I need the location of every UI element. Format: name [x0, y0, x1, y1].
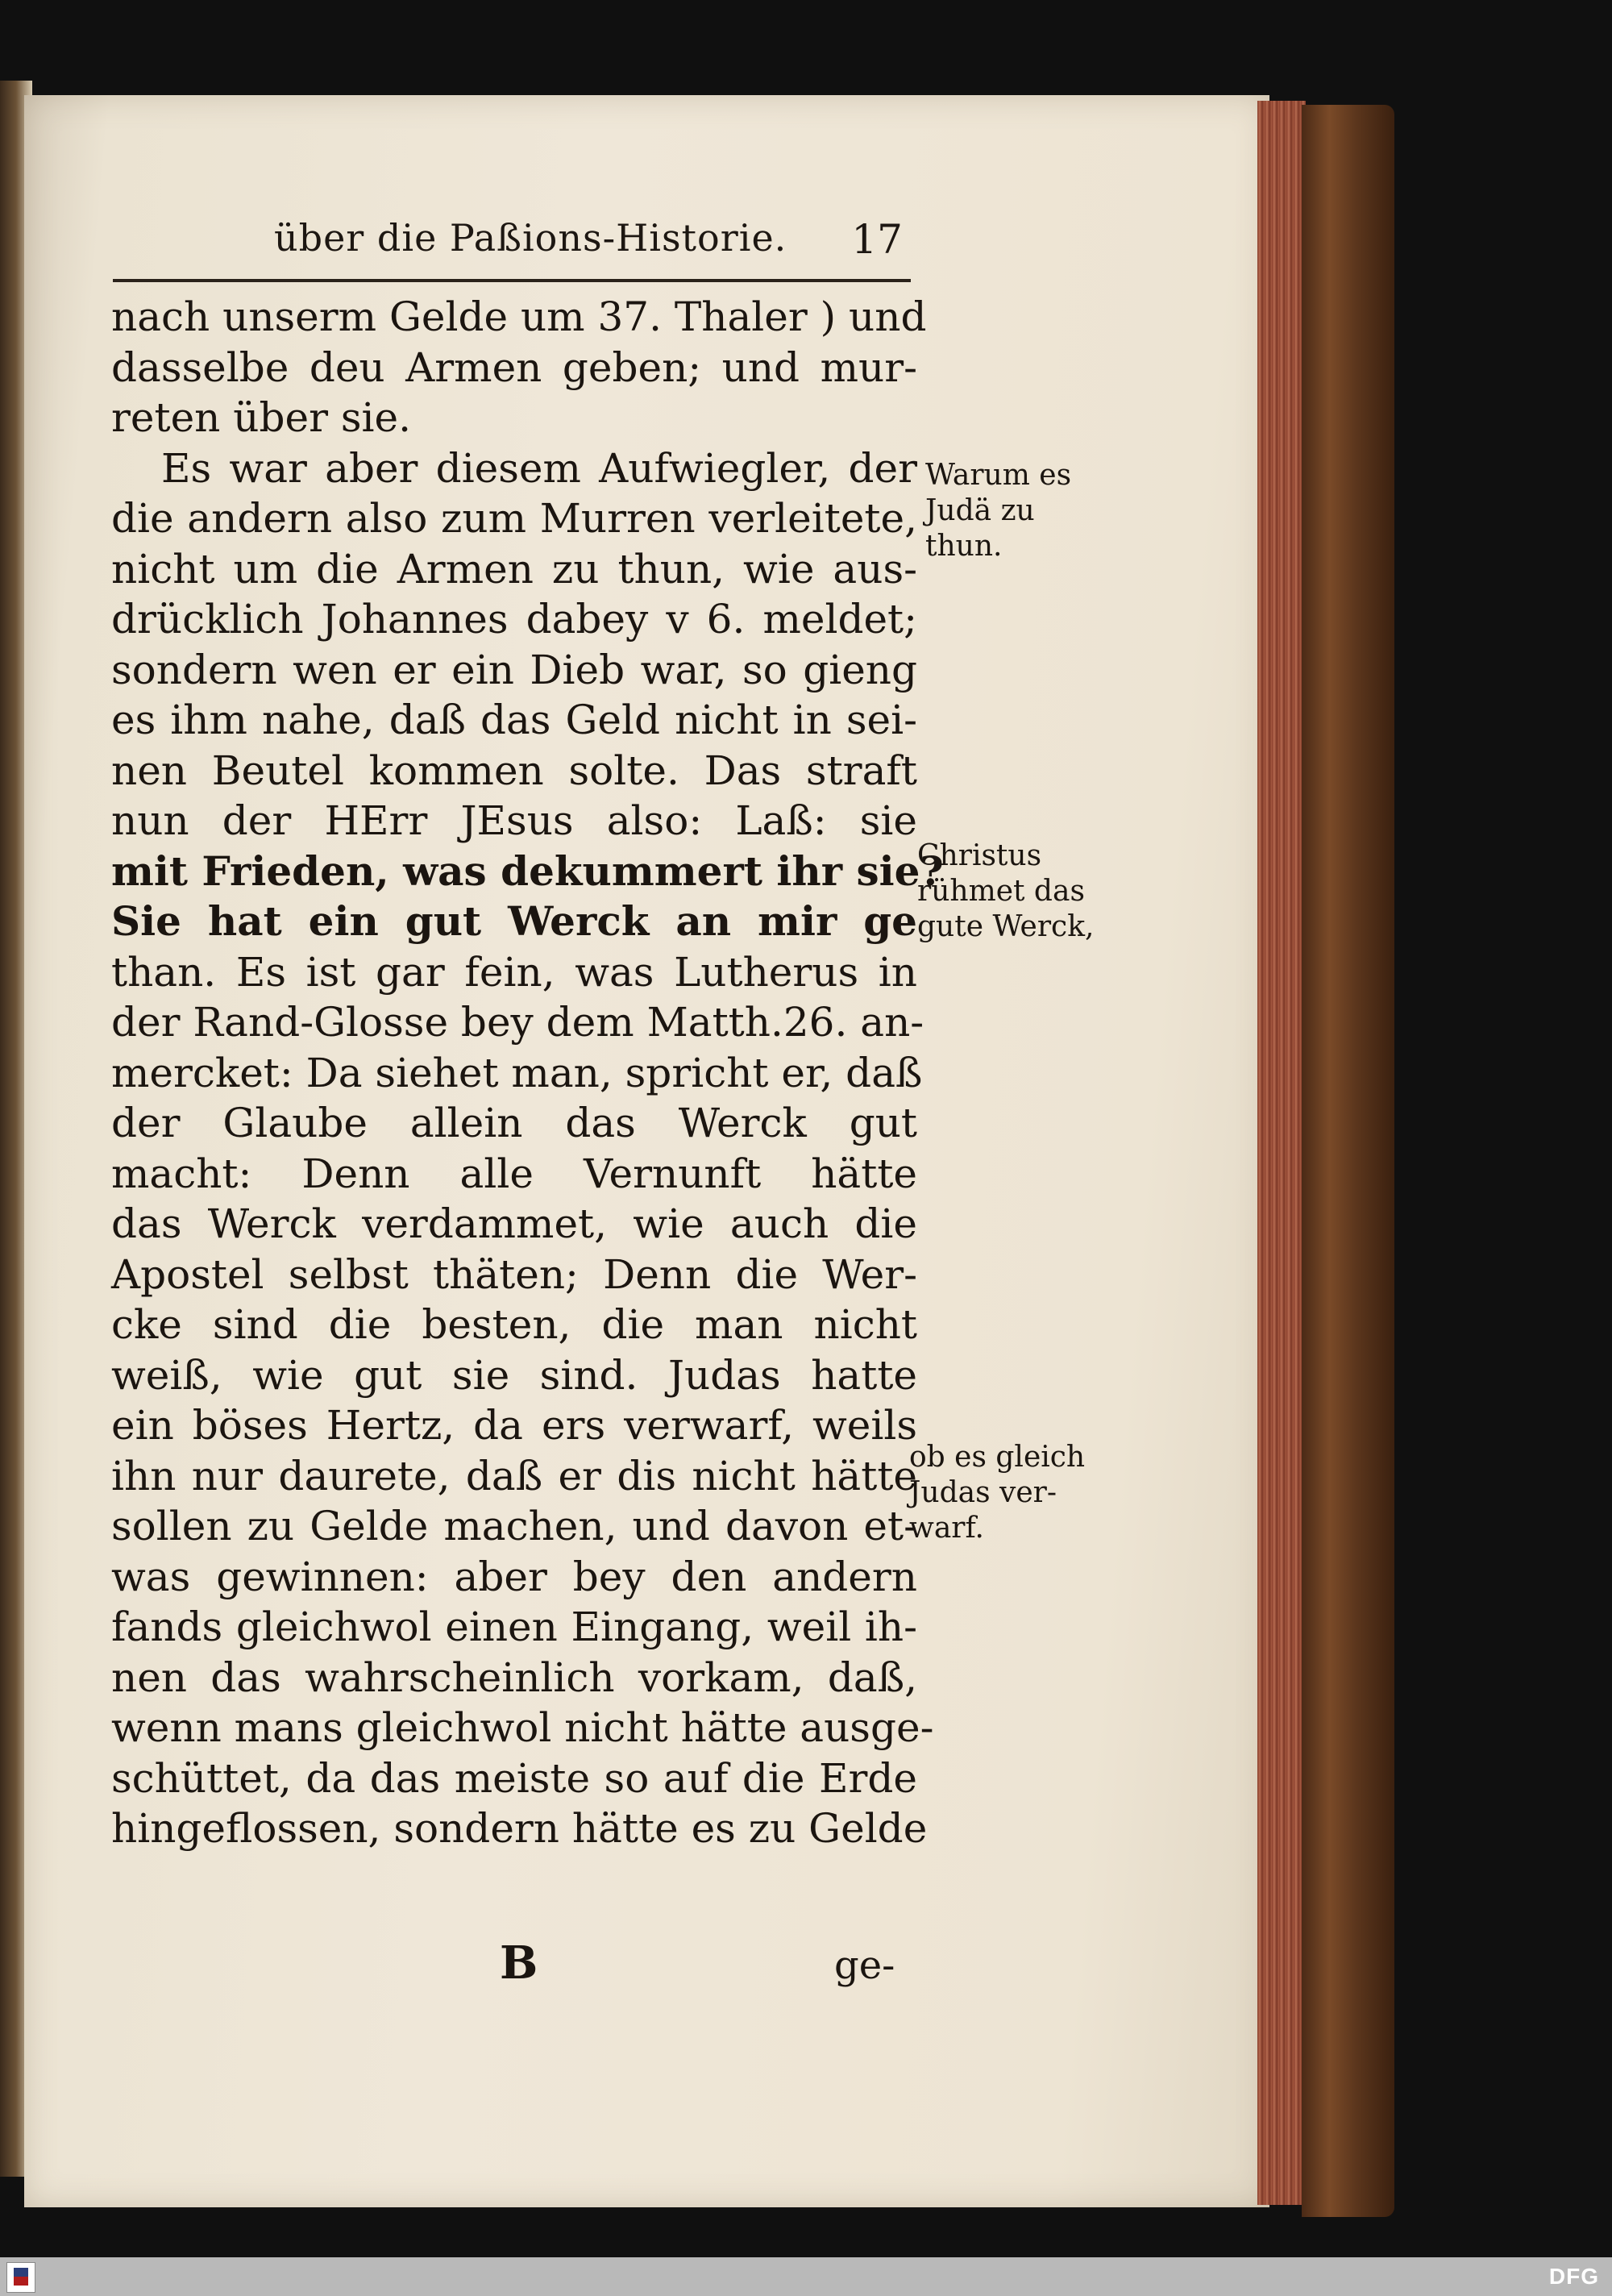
text-line: es ihm nahe, daß das Geld nicht in sei- [111, 697, 917, 743]
page-fore-edge [1257, 101, 1306, 2205]
text-line: nen das wahrscheinlich vorkam, daß, [111, 1653, 917, 1701]
text-line: Sie hat ein gut Werck an mir ge [111, 897, 917, 945]
text-line: reten über sie. [111, 394, 411, 441]
text-line: Apostel selbst thäten; Denn die Wer- [111, 1250, 917, 1298]
margin-note-line: Christus [917, 839, 1042, 872]
text-line: mit Frieden, was dekummert ihr sie? [111, 846, 944, 895]
text-line: schüttet, da das meiste so auf die Erde [111, 1754, 917, 1802]
text-line: nen Beutel kommen solte. Das straft [111, 747, 917, 794]
text-line: nicht um die Armen zu thun, wie aus- [111, 545, 917, 593]
text-line: sollen zu Gelde machen, und davon et- [111, 1503, 917, 1549]
text-line: nach unserm Gelde um 37. Thaler ) und [111, 293, 927, 340]
dfg-logo: DFG [1548, 2264, 1599, 2289]
text-line: die andern also zum Murren verleitete, [111, 495, 917, 542]
library-logo-icon [6, 2262, 35, 2293]
text-line: hingeflossen, sondern hätte es zu Gelde [111, 1805, 928, 1852]
text-line: mercket: Da siehet man, spricht er, daß [111, 1049, 923, 1096]
page-number: 17 [851, 216, 903, 263]
text-line: der Glaube allein das Werck gut [111, 1100, 917, 1146]
catchword: ge- [834, 1943, 895, 1988]
margin-note-line: rühmet das [917, 875, 1085, 908]
text-line: drücklich Johannes dabey v 6. meldet; [111, 596, 917, 643]
margin-note-judas [909, 1440, 1151, 1546]
text-line: wenn mans gleichwol nicht hätte ausge- [111, 1704, 934, 1751]
signature-mark: B [500, 1936, 538, 1990]
text-line: dasselbe deu Armen geben; und mur- [111, 343, 917, 391]
text-line: ein böses Hertz, da ers verwarf, weils [111, 1402, 917, 1449]
text-line: weiß, wie gut sie sind. Judas hatte [111, 1351, 917, 1399]
text-line: sondern wen er ein Dieb war, so gieng [111, 646, 917, 693]
running-head [113, 216, 911, 272]
text-line: Es war aber diesem Aufwiegler, der [161, 444, 917, 492]
margin-note-warum [925, 458, 1167, 564]
text-line: macht: Denn alle Vernunft hätte [111, 1150, 917, 1197]
margin-note-line: ob es gleich [909, 1441, 1086, 1474]
text-line: nun der HErr JEsus also: Laß: sie [111, 797, 917, 844]
main-text [111, 292, 944, 1854]
running-title: über die Paßions-Historie. [274, 216, 787, 260]
margin-note-line: Judas ver- [909, 1476, 1057, 1509]
margin-note-line: gute Werck, [917, 910, 1095, 943]
margin-note-line: thun. [925, 530, 1003, 563]
text-line: than. Es ist gar fein, was Lutherus in [111, 948, 917, 996]
header-rule [113, 279, 911, 282]
viewer-footer-bar [0, 2257, 1612, 2296]
text-line: ihn nur daurete, daß er dis nicht hätte [111, 1452, 917, 1499]
text-line: das Werck verdammet, wie auch die [111, 1200, 917, 1247]
text-line: fands gleichwol einen Eingang, weil ih- [111, 1603, 917, 1650]
text-line: was gewinnen: aber bey den andern [111, 1553, 917, 1600]
text-line: cke sind die besten, die man nicht [111, 1301, 917, 1348]
margin-note-line: warf. [909, 1512, 984, 1545]
margin-note-line: Warum es [925, 459, 1072, 492]
text-line: der Rand-Glosse bey dem Matth.26. an- [111, 999, 924, 1046]
margin-note-line: Judä zu [925, 494, 1035, 527]
book-cover-right [1302, 105, 1394, 2217]
margin-note-christus [917, 838, 1159, 945]
